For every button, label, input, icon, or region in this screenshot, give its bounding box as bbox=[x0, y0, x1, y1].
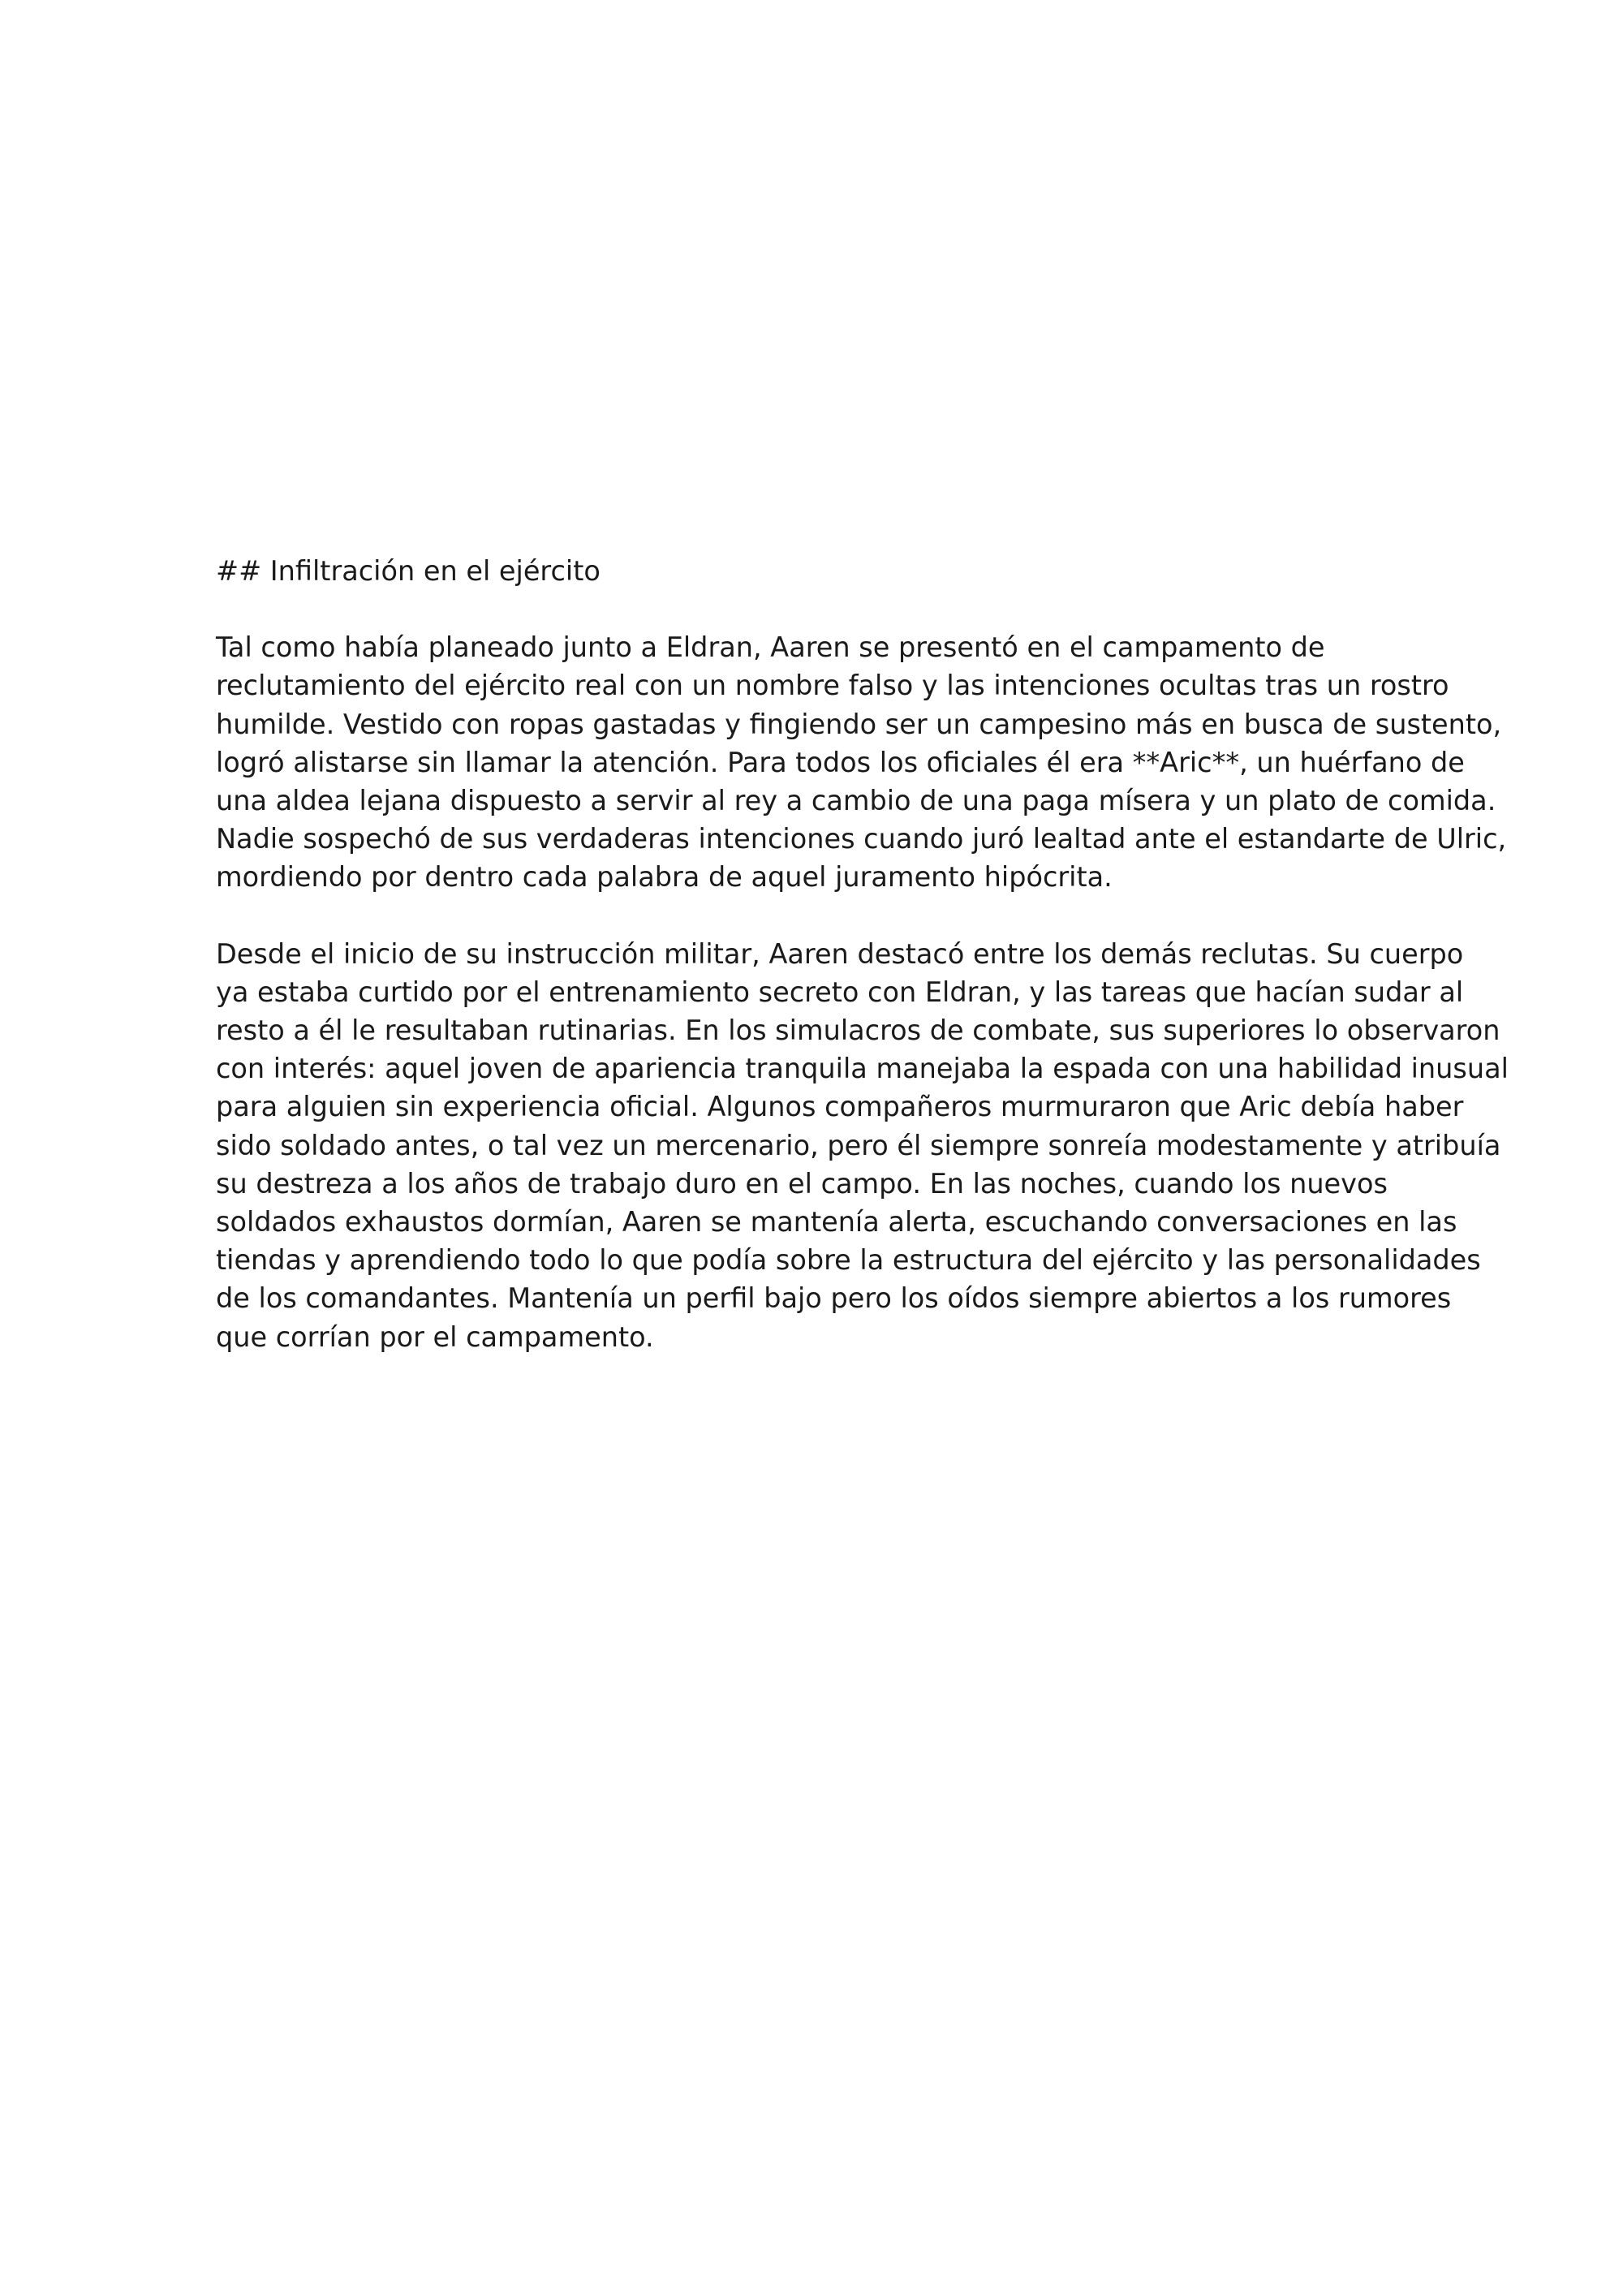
paragraph-line: para alguien sin experiencia oficial. Algunos compañeros murmuraron que Aric debía haber bbox=[216, 1091, 1464, 1123]
section-heading: ## Infiltración en el ejército bbox=[216, 555, 601, 587]
paragraph-line: humilde. Vestido con ropas gastadas y fingiendo ser un campesino más en busca de sustento, bbox=[216, 708, 1502, 740]
paragraph-line: resto a él le resultaban rutinarias. En los simulacros de combate, sus superiores lo observaron bbox=[216, 1014, 1500, 1047]
paragraph-line: Desde el inicio de su instrucción militar, Aaren destacó entre los demás reclutas. Su cuerpo bbox=[216, 937, 1464, 970]
paragraph-line: ya estaba curtido por el entrenamiento secreto con Eldran, y las tareas que hacían sudar al bbox=[216, 976, 1464, 1008]
paragraph-line: logró alistarse sin llamar la atención. Para todos los oficiales él era **Aric**, un huérfano de bbox=[216, 746, 1465, 778]
paragraph-2 bbox=[216, 935, 1509, 1356]
paragraph-line: de los comandantes. Mantenía un perfil bajo pero los oídos siempre abiertos a los rumores bbox=[216, 1282, 1452, 1315]
paragraph-1 bbox=[216, 628, 1507, 896]
document-body bbox=[216, 552, 1509, 1394]
paragraph-line: una aldea lejana dispuesto a servir al rey a cambio de una paga mísera y un plato de comida. bbox=[216, 785, 1496, 817]
paragraph-line: Tal como había planeado junto a Eldran, Aaren se presentó en el campamento de bbox=[216, 631, 1325, 664]
paragraph-line: con interés: aquel joven de apariencia tranquila manejaba la espada con una habilidad inusual bbox=[216, 1053, 1509, 1085]
paragraph-line: que corrían por el campamento. bbox=[216, 1320, 654, 1353]
paragraph-line: Nadie sospechó de sus verdaderas intenciones cuando juró lealtad ante el estandarte de Ulric, bbox=[216, 823, 1507, 855]
paragraph-line: mordiendo por dentro cada palabra de aquel juramento hipócrita. bbox=[216, 861, 1113, 894]
paragraph-line: soldados exhaustos dormían, Aaren se mantenía alerta, escuchando conversaciones en las bbox=[216, 1206, 1457, 1238]
paragraph-line: reclutamiento del ejército real con un nombre falso y las intenciones ocultas tras un rostro bbox=[216, 670, 1449, 702]
paragraph-line: sido soldado antes, o tal vez un mercenario, pero él siempre sonreía modestamente y atribuía bbox=[216, 1129, 1501, 1161]
paragraph-line: tiendas y aprendiendo todo lo que podía sobre la estructura del ejército y las personalidades bbox=[216, 1244, 1481, 1277]
paragraph-line: su destreza a los años de trabajo duro en el campo. En las noches, cuando los nuevos bbox=[216, 1167, 1388, 1200]
